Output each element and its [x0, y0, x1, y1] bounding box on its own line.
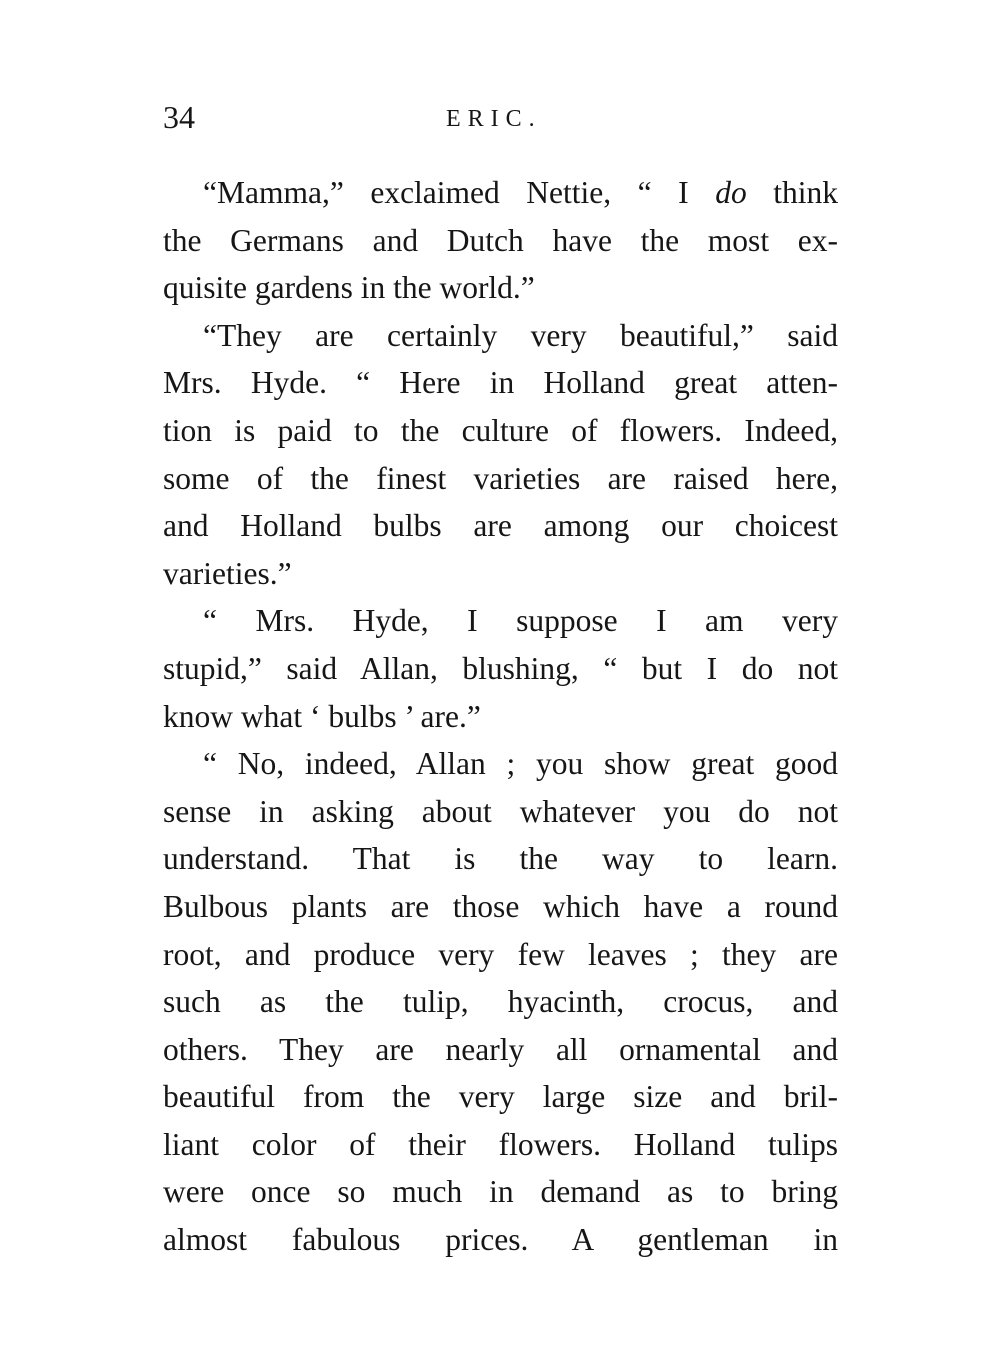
text-line: others. They are nearly all ornamental and	[163, 1031, 838, 1067]
text-line: liant color of their flowers. Holland tulips	[163, 1126, 838, 1162]
text-line: beautiful from the very large size and bril-	[163, 1079, 838, 1115]
text-line: and Holland bulbs are among our choicest	[163, 508, 838, 544]
text-line: the Germans and Dutch have the most ex-	[163, 222, 838, 258]
text-line: “They are certainly very beautiful,” said	[203, 317, 838, 353]
body-text	[163, 169, 838, 1264]
text-line: quisite gardens in the world.”	[163, 270, 535, 306]
text-line: stupid,” said Allan, blushing, “ but I do not	[163, 650, 838, 686]
text-line: root, and produce very few leaves ; they are	[163, 936, 838, 972]
text-line: know what ‘ bulbs ’ are.”	[163, 698, 481, 734]
page-header	[163, 92, 838, 142]
text-line: such as the tulip, hyacinth, crocus, and	[163, 984, 838, 1020]
text-line: almost fabulous prices. A gentleman in	[163, 1222, 838, 1258]
page-number: 34	[163, 99, 195, 135]
text-line: “Mamma,” exclaimed Nettie, “ I do think	[203, 175, 838, 210]
text-line: “ No, indeed, Allan ; you show great good	[203, 746, 838, 782]
text-line: Bulbous plants are those which have a round	[163, 888, 838, 924]
text-line: were once so much in demand as to bring	[163, 1174, 838, 1210]
text-line: understand. That is the way to learn.	[163, 841, 838, 877]
text-line: Mrs. Hyde. “ Here in Holland great atten-	[163, 365, 838, 401]
emphasis: do	[715, 175, 747, 210]
text-line: some of the finest varieties are raised here,	[163, 460, 838, 496]
text-line: sense in asking about whatever you do not	[163, 793, 838, 829]
running-title: ERIC.	[446, 106, 542, 132]
text-line: varieties.”	[163, 555, 292, 591]
text-line: “ Mrs. Hyde, I suppose I am very	[203, 603, 838, 639]
text-line: tion is paid to the culture of flowers. Indeed,	[163, 412, 838, 448]
